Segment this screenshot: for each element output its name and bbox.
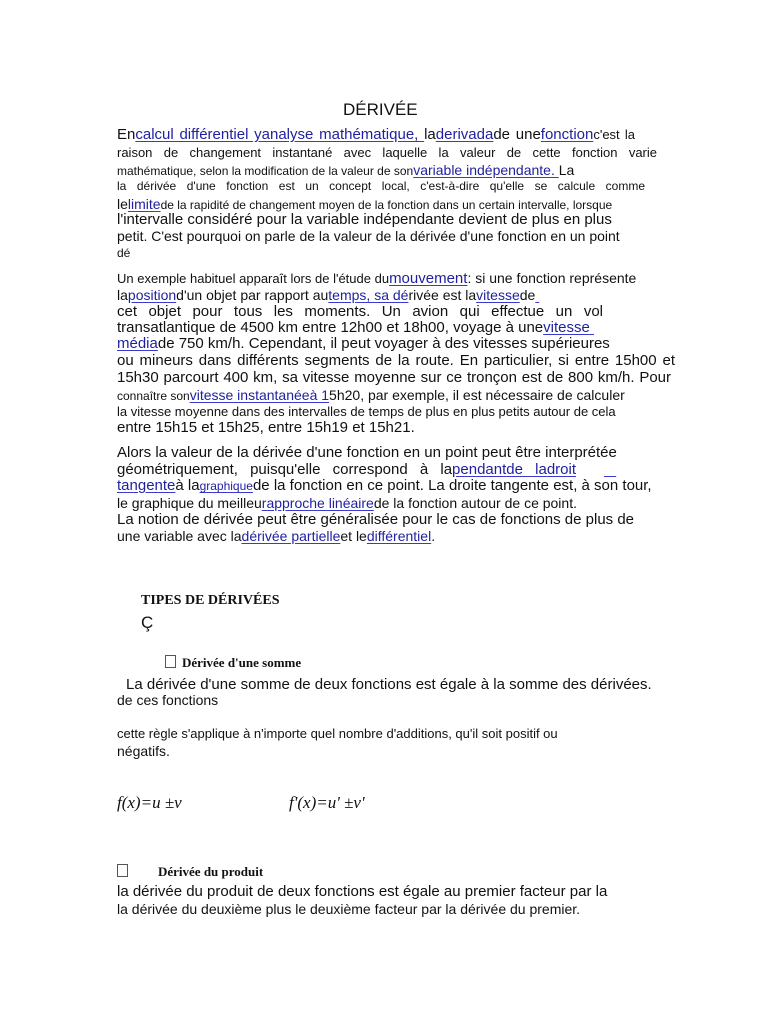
section-heading: TIPES DE DÉRIVÉES <box>141 593 280 608</box>
p3-line-6: une variable avec ladérivée partielleet ledifférentiel. <box>117 528 436 544</box>
somme-line-2: de ces fonctions <box>117 692 219 708</box>
p2-line-2: lapositiond'un objet par rapport autemps, sa dérivée est lavitessede <box>117 287 536 303</box>
produit-line-2: la dérivée du deuxième plus le deuxième facteur par la dérivée du premier. <box>117 901 581 917</box>
p3-line-2: géométriquement, puisqu'elle correspond à lapendantde ladroit <box>117 461 576 478</box>
link-graphique[interactable]: graphique <box>199 479 253 493</box>
somme-line-1: La dérivée d'une somme de deux fonctions est égale à la somme des dérivées. <box>126 676 652 693</box>
p2-line-10: entre 15h15 et 15h25, entre 15h19 et 15h21. <box>117 419 415 436</box>
p2-line-1: Un exemple habituel apparaît lors de l'étude dumouvement: si une fonction représente <box>117 270 637 287</box>
somme-line-3: cette règle s'applique à n'importe quel nombre d'additions, qu'il soit positif ou <box>117 726 558 741</box>
link-droit[interactable]: droit <box>546 461 576 478</box>
formula-somme: f(x)=u ±v <box>117 793 182 812</box>
link-fonction[interactable]: fonction <box>540 126 594 143</box>
link-derivada[interactable]: derivada <box>435 126 494 143</box>
p3-line-1: Alors la valeur de la dérivée d'une fonction en un point peut être interprétée <box>117 444 617 461</box>
somme-line-4: négatifs. <box>117 743 170 759</box>
p2-line-8: connaître sonvitesse instantanéeà 15h20, par exemple, il est nécessaire de calculer <box>117 387 625 403</box>
p1-line-3: mathématique, selon la modification de la valeur de sonvariable indépendante. La <box>117 162 575 178</box>
p3-line-4: le graphique du meilleurapproche linéairede la fonction autour de ce point. <box>117 495 577 511</box>
p2-line-3: cet objet pour tous les moments. Un avion qui effectue un vol <box>117 303 603 320</box>
p3-line-5: La notion de dérivée peut être généralisée pour le cas de fonctions de plus de <box>117 511 635 528</box>
p2-line-9: la vitesse moyenne dans des intervalles de temps de plus en plus petits autour de cela <box>117 404 616 419</box>
produit-heading: Dérivée du produit <box>117 864 263 880</box>
link-vitesse-instantanee[interactable]: vitesse instantanée <box>189 387 310 403</box>
p1-line-8: dé <box>117 246 131 260</box>
link-approche-lineaire[interactable]: approche linéaire <box>266 495 374 511</box>
bullet-box-icon <box>117 864 128 877</box>
p2-line-5: médiade 750 km/h. Cependant, il peut voyager à des vitesses supérieures <box>117 335 610 352</box>
link-position[interactable]: position <box>127 287 177 303</box>
p2-line-7: 15h30 parcourt 400 km, sa vitesse moyenne sur ce tronçon est de 800 km/h. Pour <box>117 369 671 386</box>
p1-line-1: Encalcul différentiel yanalyse mathématique, laderivadade unefonctionc'est la <box>117 126 635 143</box>
somme-heading: Dérivée d'une somme <box>165 655 301 671</box>
link-pendant[interactable]: pendant <box>452 461 507 478</box>
link-tangente[interactable]: tangente <box>117 477 176 494</box>
link-calcul-differentiel[interactable]: calcul différentiel y <box>135 126 262 143</box>
link-vitesse[interactable]: vitesse <box>476 287 520 303</box>
formula-somme-derivee: f'(x)=u' ±v' <box>289 793 365 812</box>
link-mouvement[interactable]: mouvement <box>389 270 468 287</box>
link-limite[interactable]: limite <box>127 196 161 212</box>
link-media[interactable]: média <box>117 335 158 352</box>
p3-line-3: tangenteà lagraphiquede la fonction en ce point. La droite tangente est, à son tour, <box>117 477 652 494</box>
p1-line-2: raison de changement instantané avec laquelle la valeur de cette fonction varie <box>117 145 657 160</box>
link-derivee-partielle[interactable]: dérivée partielle <box>241 528 341 544</box>
link-temps[interactable]: temps, sa dé <box>328 287 409 303</box>
link-vitesse-media[interactable]: vitesse <box>543 319 590 336</box>
link-variable-independante[interactable]: variable indépendante. <box>413 162 559 178</box>
p1-line-5: lelimitede la rapidité de changement moyen de la fonction dans un certain intervalle, lorsque <box>117 196 613 212</box>
p1-line-4: la dérivée d'une fonction est un concept local, c'est-à-dire qu'elle se calcule comme <box>117 179 645 193</box>
page-title: DÉRIVÉE <box>343 100 418 119</box>
link-analyse-mathematique[interactable]: analyse mathématique, <box>261 126 425 143</box>
p2-line-6: ou mineurs dans différents segments de la route. En particulier, si entre 15h00 et <box>117 352 675 369</box>
produit-line-1: la dérivée du produit de deux fonctions est égale au premier facteur par la <box>117 883 608 900</box>
section-char: Ç <box>141 613 154 632</box>
bullet-box-icon <box>165 655 176 668</box>
p2-line-4: transatlantique de 4500 km entre 12h00 et 18h00, voyage à unevitesse <box>117 319 590 336</box>
p1-line-7: petit. C'est pourquoi on parle de la valeur de la dérivée d'une fonction en un point <box>117 228 620 244</box>
link-differentiel[interactable]: différentiel <box>366 528 432 544</box>
p1-line-6: l'intervalle considéré pour la variable indépendante devient de plus en plus <box>117 211 612 228</box>
